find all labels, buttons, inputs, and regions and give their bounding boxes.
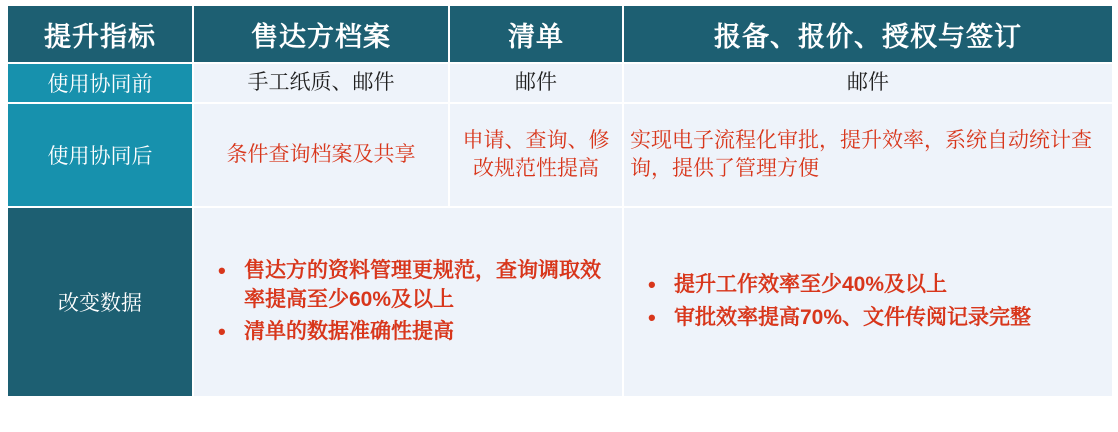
cell-after-list: 申请、查询、修改规范性提高: [449, 103, 623, 207]
cell-after-filing: 实现电子流程化审批，提升效率，系统自动统计查询，提供了管理方便: [623, 103, 1113, 207]
table-row: [7, 63, 1113, 103]
cell-changed-data-right: [623, 207, 1113, 397]
row-label-after: 使用协同后: [7, 103, 193, 207]
row-label-before: 使用协同前: [7, 63, 193, 103]
cell-before-filing: 邮件: [623, 63, 1113, 103]
comparison-table: [6, 4, 1114, 398]
cell-changed-data-left: [193, 207, 623, 397]
cell-after-seller-archive: 条件查询档案及共享: [193, 103, 449, 207]
header-cell-list: 清单: [449, 5, 623, 63]
list-item: • 提升工作效率至少40%及以上: [648, 271, 1102, 300]
list-item: • 售达方的资料管理更规范，查询调取效率提高至少60%及以上: [218, 257, 612, 315]
cell-before-seller-archive: 手工纸质、邮件: [193, 63, 449, 103]
list-item: • 清单的数据准确性提高: [218, 318, 612, 347]
header-cell-metric: 提升指标: [7, 5, 193, 63]
table-header-row: [7, 5, 1113, 63]
table-row: [7, 207, 1113, 397]
header-cell-filing-quote-auth-sign: 报备、报价、授权与签订: [623, 5, 1113, 63]
row-label-changed-data: 改变数据: [7, 207, 193, 397]
bullet-list-left: [200, 257, 616, 348]
bullet-list-right: [630, 271, 1106, 333]
list-item: • 审批效率提高70%、文件传阅记录完整: [648, 304, 1102, 333]
table-row: [7, 103, 1113, 207]
cell-before-list: 邮件: [449, 63, 623, 103]
header-cell-seller-archive: 售达方档案: [193, 5, 449, 63]
